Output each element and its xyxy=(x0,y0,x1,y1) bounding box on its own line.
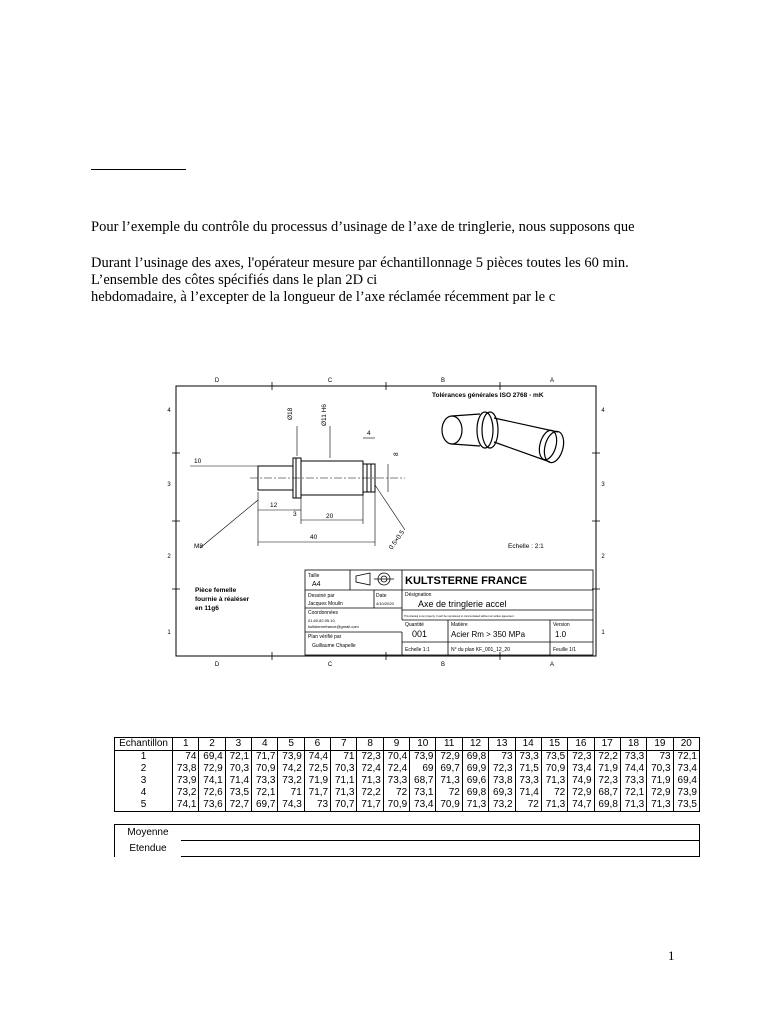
coords-phone: 01.60.82.95.10 xyxy=(308,618,335,623)
table-cell: 74 xyxy=(173,751,199,764)
zone-letter-bottom: B xyxy=(440,662,446,668)
dim-40: 40 xyxy=(310,534,318,541)
drawn-label: Dessiné par xyxy=(308,593,335,599)
table-cell: 71,5 xyxy=(515,763,541,775)
table-cell: 69 xyxy=(410,763,436,775)
table-cell: 69,7 xyxy=(252,799,278,812)
table-cell: 73,3 xyxy=(252,775,278,787)
table-cell: 72,1 xyxy=(620,787,646,799)
table-cell: 73,9 xyxy=(673,787,699,799)
column-header: 3 xyxy=(225,738,251,751)
table-cell: 70,3 xyxy=(331,763,357,775)
table-cell: 72,1 xyxy=(673,751,699,764)
table-cell: 73,4 xyxy=(410,799,436,812)
table-cell: 73,3 xyxy=(515,775,541,787)
table-cell: 74,1 xyxy=(173,799,199,812)
table-cell: 70,3 xyxy=(225,763,251,775)
version-label: Version xyxy=(553,622,570,628)
table-cell: 72,3 xyxy=(568,751,594,764)
material-label: Matière xyxy=(451,622,468,628)
table-cell: 73,2 xyxy=(173,787,199,799)
size-label: Taille xyxy=(308,573,320,579)
table-cell: 73,9 xyxy=(410,751,436,764)
header-label: Echantillon xyxy=(115,738,173,751)
table-cell: 69,8 xyxy=(462,787,488,799)
table-cell: 71,4 xyxy=(225,775,251,787)
zone-letter-top: B xyxy=(440,378,446,384)
tolerance-note: Tolérances générales ISO 2768 - mK xyxy=(432,392,544,399)
column-header: 7 xyxy=(331,738,357,751)
column-header: 13 xyxy=(489,738,515,751)
table-cell: 71 xyxy=(331,751,357,764)
row-id: 2 xyxy=(115,763,173,775)
company-name: KULTSTERNE FRANCE xyxy=(405,575,528,587)
table-cell: 73 xyxy=(489,751,515,764)
zone-number: 3 xyxy=(601,482,605,488)
table-cell: 71,4 xyxy=(515,787,541,799)
table-cell: 69,7 xyxy=(436,763,462,775)
coords-email: kultsternefrance@gmail.com xyxy=(308,624,359,629)
table-cell: 71,3 xyxy=(647,799,673,812)
column-header: 19 xyxy=(647,738,673,751)
table-cell: 69,4 xyxy=(199,751,225,764)
sampling-line: Durant l’usinage des axes, l'opérateur mesure par échantillonnage 5 pièces toutes les 60 min. xyxy=(91,255,629,271)
table-cell: 71,3 xyxy=(357,775,383,787)
table-cell: 72,5 xyxy=(304,763,330,775)
column-header: 16 xyxy=(568,738,594,751)
table-cell: 73,5 xyxy=(673,799,699,812)
table-cell: 72,3 xyxy=(357,751,383,764)
table-cell: 68,7 xyxy=(594,787,620,799)
table-row xyxy=(115,775,700,787)
table-cell: 72,6 xyxy=(199,787,225,799)
projection-symbol-icon xyxy=(356,573,394,585)
drawn-value: Jacques Moulin xyxy=(308,601,343,607)
table-cell: 70,4 xyxy=(383,751,409,764)
row-id: 1 xyxy=(115,751,173,764)
stats-table xyxy=(114,824,700,857)
table-cell: 72,3 xyxy=(594,775,620,787)
table-cell: 73,4 xyxy=(673,763,699,775)
column-header: 20 xyxy=(673,738,699,751)
table-cell: 70,9 xyxy=(436,799,462,812)
table-cell: 71,1 xyxy=(331,775,357,787)
column-header: 2 xyxy=(199,738,225,751)
table-cell: 72,9 xyxy=(568,787,594,799)
column-header: 14 xyxy=(515,738,541,751)
table-cell: 73,8 xyxy=(173,763,199,775)
table-cell: 72,9 xyxy=(647,787,673,799)
etendue-row xyxy=(115,841,700,857)
page-number: 1 xyxy=(668,948,675,963)
table-cell: 69,8 xyxy=(462,751,488,764)
qty-label: Quantité xyxy=(405,622,424,628)
table-cell: 70,9 xyxy=(252,763,278,775)
table-cell: 70,3 xyxy=(647,763,673,775)
table-cell: 71,7 xyxy=(357,799,383,812)
coords-label: Coordonnées xyxy=(308,610,339,616)
dim-chamfer: 0.5×0.5 xyxy=(387,529,407,552)
table-row xyxy=(115,799,700,812)
date-value: 4/10/2020 xyxy=(376,601,394,606)
heading-rule xyxy=(91,169,186,170)
table-cell: 72,1 xyxy=(225,751,251,764)
version-value: 1.0 xyxy=(555,630,567,639)
table-cell: 69,9 xyxy=(462,763,488,775)
scale-cell: Echelle 1:1 xyxy=(405,647,430,653)
table-cell: 74,3 xyxy=(278,799,304,812)
technical-drawing xyxy=(160,370,610,670)
table-header-row xyxy=(115,738,700,751)
plan-number: N° du plan KF_001_12_20 xyxy=(451,647,510,653)
side-note-line: fournie à réaléser xyxy=(195,596,250,603)
table-cell: 70,9 xyxy=(541,763,567,775)
column-header: 15 xyxy=(541,738,567,751)
copyright-note: This drawing is our property. It can't be reproduced or communicated without our written agreement. xyxy=(404,615,515,618)
dim-20: 20 xyxy=(326,513,334,520)
moyenne-row xyxy=(115,825,700,841)
table-cell: 71,9 xyxy=(647,775,673,787)
dim-10: 10 xyxy=(194,458,202,465)
table-cell: 72,3 xyxy=(489,763,515,775)
row-id: 3 xyxy=(115,775,173,787)
table-cell: 74,1 xyxy=(199,775,225,787)
table-cell: 73,3 xyxy=(620,775,646,787)
table-cell: 71,7 xyxy=(304,787,330,799)
dim-3: 3 xyxy=(293,511,297,518)
etendue-label: Etendue xyxy=(115,841,182,857)
date-label: Date xyxy=(376,593,387,599)
zone-letter-top: A xyxy=(549,378,555,384)
table-cell: 73,4 xyxy=(568,763,594,775)
table-cell: 72,4 xyxy=(383,763,409,775)
column-header: 17 xyxy=(594,738,620,751)
zone-number: 1 xyxy=(601,630,605,636)
table-cell: 71,3 xyxy=(541,799,567,812)
specs-line: L’ensemble des côtes spécifiés dans le plan 2D ci xyxy=(91,272,378,288)
table-cell: 73,5 xyxy=(225,787,251,799)
column-header: 8 xyxy=(357,738,383,751)
verified-value: Guillaume Chapelle xyxy=(312,643,356,649)
table-cell: 69,8 xyxy=(594,799,620,812)
table-cell: 73,3 xyxy=(383,775,409,787)
zone-number: 2 xyxy=(601,554,605,560)
zone-letter-top: D xyxy=(214,378,220,384)
table-cell: 73,8 xyxy=(489,775,515,787)
material-value: Acier Rm > 350 MPa xyxy=(451,630,526,639)
table-cell: 73 xyxy=(647,751,673,764)
table-cell: 71,3 xyxy=(462,799,488,812)
table-cell: 73,3 xyxy=(515,751,541,764)
etendue-values xyxy=(181,841,700,857)
zone-number: 1 xyxy=(167,630,171,636)
samples-table xyxy=(114,737,700,812)
table-cell: 72,1 xyxy=(252,787,278,799)
table-cell: 74,2 xyxy=(278,763,304,775)
zone-number: 2 xyxy=(167,554,171,560)
zone-number: 4 xyxy=(167,408,171,414)
table-cell: 73 xyxy=(304,799,330,812)
scale-note: Echelle : 2:1 xyxy=(508,543,544,550)
table-cell: 71,3 xyxy=(436,775,462,787)
table-cell: 74,4 xyxy=(620,763,646,775)
weekly-line: hebdomadaire, à l’excepter de la longueur de l’axe réclamée récemment par le c xyxy=(91,289,556,305)
designation-label: Désignation xyxy=(405,592,432,598)
row-id: 5 xyxy=(115,799,173,812)
table-cell: 72 xyxy=(436,787,462,799)
column-header: 10 xyxy=(410,738,436,751)
table-cell: 72 xyxy=(383,787,409,799)
table-cell: 74,4 xyxy=(304,751,330,764)
intro-line: Pour l’exemple du contrôle du processus d’usinage de l’axe de tringlerie, nous supposons que xyxy=(91,219,635,235)
table-cell: 74,9 xyxy=(568,775,594,787)
table-row xyxy=(115,787,700,799)
table-cell: 73,2 xyxy=(489,799,515,812)
table-cell: 73,5 xyxy=(541,751,567,764)
table-cell: 71,7 xyxy=(252,751,278,764)
table-cell: 70,7 xyxy=(331,799,357,812)
table-cell: 73,2 xyxy=(278,775,304,787)
column-header: 1 xyxy=(173,738,199,751)
table-cell: 72 xyxy=(541,787,567,799)
table-cell: 71,3 xyxy=(541,775,567,787)
column-header: 4 xyxy=(252,738,278,751)
sheet-number: Feuille 1/1 xyxy=(553,647,577,653)
table-cell: 70,9 xyxy=(383,799,409,812)
moyenne-values xyxy=(181,825,700,841)
table-cell: 73,6 xyxy=(199,799,225,812)
table-cell: 72,7 xyxy=(225,799,251,812)
table-row xyxy=(115,763,700,775)
column-header: 18 xyxy=(620,738,646,751)
qty-value: 001 xyxy=(412,629,428,639)
moyenne-label: Moyenne xyxy=(115,825,182,841)
column-header: 11 xyxy=(436,738,462,751)
dim-d11: Ø11 H6 xyxy=(321,404,328,426)
table-cell: 74,7 xyxy=(568,799,594,812)
table-cell: 71,9 xyxy=(304,775,330,787)
dim-12: 12 xyxy=(270,502,278,509)
column-header: 9 xyxy=(383,738,409,751)
table-cell: 71,3 xyxy=(331,787,357,799)
zone-letter-bottom: D xyxy=(214,662,220,668)
table-cell: 72,2 xyxy=(357,787,383,799)
column-header: 12 xyxy=(462,738,488,751)
table-cell: 72,2 xyxy=(594,751,620,764)
column-header: 6 xyxy=(304,738,330,751)
dim-8: 8 xyxy=(393,452,400,456)
designation-value: Axe de tringlerie accel xyxy=(418,599,507,609)
table-cell: 71 xyxy=(278,787,304,799)
table-cell: 73,1 xyxy=(410,787,436,799)
table-cell: 68,7 xyxy=(410,775,436,787)
part-iso-view xyxy=(442,412,567,465)
table-cell: 72,9 xyxy=(199,763,225,775)
table-cell: 69,3 xyxy=(489,787,515,799)
table-row xyxy=(115,751,700,764)
size-value: A4 xyxy=(312,581,321,588)
zone-number: 4 xyxy=(601,408,605,414)
dim-d18: Ø18 xyxy=(287,407,294,420)
zone-letter-bottom: C xyxy=(327,662,333,668)
row-id: 4 xyxy=(115,787,173,799)
dim-4: 4 xyxy=(367,430,371,437)
table-cell: 73,9 xyxy=(173,775,199,787)
table-cell: 69,6 xyxy=(462,775,488,787)
zone-number: 3 xyxy=(167,482,171,488)
dim-thread: M8 xyxy=(194,543,204,550)
table-cell: 72,4 xyxy=(357,763,383,775)
zone-letter-top: C xyxy=(327,378,333,384)
table-cell: 72 xyxy=(515,799,541,812)
table-cell: 71,9 xyxy=(594,763,620,775)
table-cell: 69,4 xyxy=(673,775,699,787)
verified-label: Plan vérifié par xyxy=(308,634,342,640)
column-header: 5 xyxy=(278,738,304,751)
table-cell: 71,3 xyxy=(620,799,646,812)
side-note-line: en 11g6 xyxy=(195,605,219,612)
zone-letter-bottom: A xyxy=(549,662,555,668)
table-cell: 72,9 xyxy=(436,751,462,764)
side-note-line: Pièce femelle xyxy=(195,587,237,594)
table-cell: 73,9 xyxy=(278,751,304,764)
table-cell: 73,3 xyxy=(620,751,646,764)
